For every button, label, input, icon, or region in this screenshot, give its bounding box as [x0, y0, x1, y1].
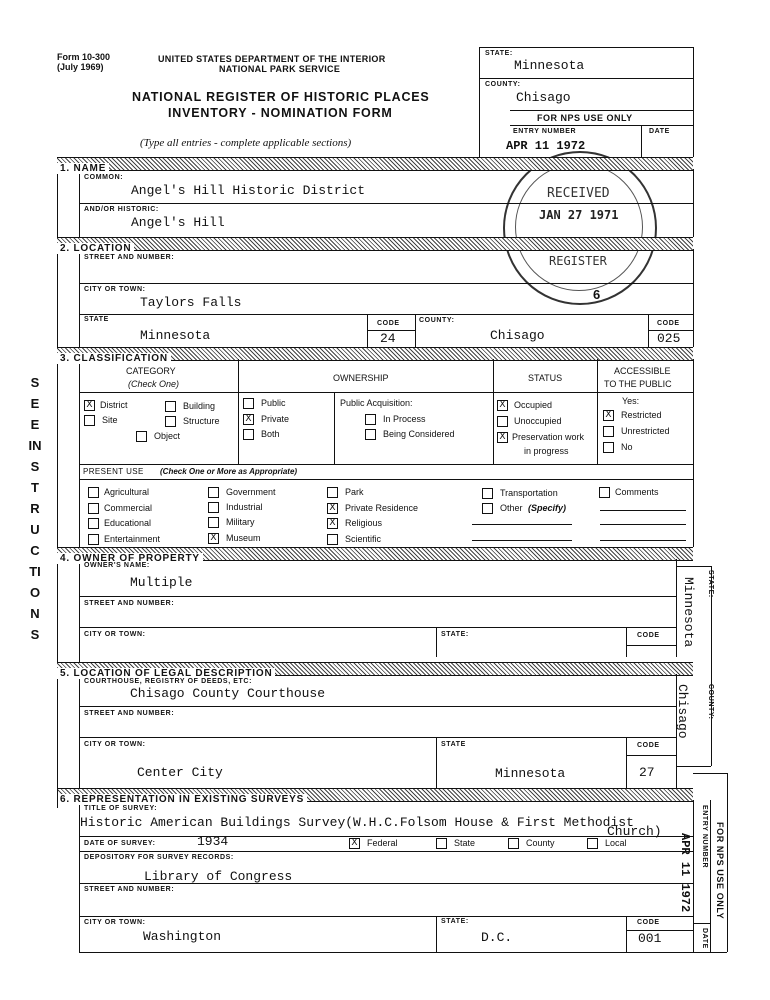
educational-checkbox[interactable]	[88, 518, 99, 529]
commercial-checkbox[interactable]	[88, 503, 99, 514]
depository-label: DEPOSITORY FOR SURVEY RECORDS:	[84, 854, 234, 861]
section-4-header	[57, 547, 693, 564]
survey-state-label: STATE:	[441, 918, 469, 925]
side-state-value	[680, 577, 698, 647]
section-2-title: 2. LOCATION	[57, 243, 134, 254]
stamp-date: JAN 27 1971	[539, 208, 619, 222]
comments-label: Comments	[615, 487, 659, 497]
no-checkbox[interactable]	[603, 442, 614, 453]
form-number: Form 10-300	[57, 52, 111, 62]
state-survey-checkbox[interactable]	[436, 838, 447, 849]
right-entry-number: ENTRY NUMBER	[701, 805, 708, 869]
building-label: Building	[183, 401, 216, 411]
object-label: Object	[154, 431, 181, 441]
stamp-received: RECEIVED	[547, 186, 610, 201]
location-city-value: Taylors Falls	[140, 295, 242, 310]
legal-code-label: CODE	[637, 742, 660, 749]
owner-street-label: STREET AND NUMBER:	[84, 600, 175, 607]
legal-state-value: Minnesota	[495, 766, 566, 781]
educational-label: Educational	[104, 518, 152, 528]
county-code-value: 025	[657, 331, 681, 346]
commercial-label: Commercial	[104, 503, 153, 513]
no-label: No	[621, 442, 633, 452]
side-county-text: Chisago	[675, 684, 690, 739]
section-4-title: 4. OWNER OF PROPERTY	[57, 553, 203, 564]
scientific-label: Scientific	[345, 534, 382, 544]
stamp-number: 6	[593, 287, 601, 302]
both-label: Both	[261, 429, 280, 439]
museum-checkbox[interactable]: X	[208, 533, 219, 544]
owner-code-label: CODE	[637, 632, 660, 639]
access-head-1: ACCESSIBLE	[614, 366, 671, 376]
received-stamp-inner-ring	[515, 163, 643, 291]
religious-label: Religious	[345, 518, 383, 528]
occupied-label: Occupied	[514, 400, 553, 410]
religious-checkbox[interactable]: X	[327, 518, 338, 529]
location-city-label: CITY OR TOWN:	[84, 286, 146, 293]
private-residence-checkbox[interactable]: X	[327, 503, 338, 514]
historic-name-label: AND/OR HISTORIC:	[84, 206, 159, 213]
local-survey-checkbox[interactable]	[587, 838, 598, 849]
courthouse-value: Chisago County Courthouse	[130, 686, 326, 701]
date-label: DATE	[649, 128, 670, 135]
header-state-label: STATE:	[485, 50, 513, 57]
other-label: Other	[500, 503, 523, 513]
form-subtitle: INVENTORY - NOMINATION FORM	[168, 106, 393, 120]
entertainment-label: Entertainment	[104, 534, 161, 544]
section-1-header	[57, 157, 693, 174]
legal-city-value: Center City	[137, 765, 223, 780]
structure-checkbox[interactable]	[165, 416, 176, 427]
preservation-checkbox[interactable]: X	[497, 432, 508, 443]
legal-state-label: STATE	[441, 741, 466, 748]
restricted-checkbox[interactable]: X	[603, 410, 614, 421]
right-entry-stamp: APR 11 1972	[678, 833, 692, 913]
being-considered-checkbox[interactable]	[365, 429, 376, 440]
legal-code-value: 27	[639, 765, 655, 780]
county-survey-label: County	[526, 838, 555, 848]
entry-date-stamp: APR 11 1972	[506, 139, 586, 153]
park-checkbox[interactable]	[327, 487, 338, 498]
survey-date-label: DATE OF SURVEY:	[84, 840, 156, 847]
survey-code-label: CODE	[637, 919, 660, 926]
section-2-header	[57, 237, 693, 254]
public-acquisition-label: Public Acquisition:	[340, 398, 413, 408]
owner-city-label: CITY OR TOWN:	[84, 631, 146, 638]
federal-checkbox[interactable]: X	[349, 838, 360, 849]
survey-title-value: Historic American Buildings Survey(W.H.C.Folsom House & First Methodist	[80, 815, 634, 830]
historic-name-value: Angel's Hill	[131, 215, 225, 230]
department-line: UNITED STATES DEPARTMENT OF THE INTERIOR	[158, 54, 386, 64]
unoccupied-checkbox[interactable]	[497, 416, 508, 427]
survey-street-label: STREET AND NUMBER:	[84, 886, 175, 893]
side-state-label: STATE:	[707, 570, 714, 598]
restricted-label: Restricted	[621, 410, 662, 420]
entry-number-label: ENTRY NUMBER	[513, 128, 577, 135]
owner-state-label: STATE:	[441, 631, 469, 638]
owner-name-label: OWNER'S NAME:	[84, 562, 150, 569]
industrial-checkbox[interactable]	[208, 502, 219, 513]
transportation-label: Transportation	[500, 488, 558, 498]
preservation-label-1: Preservation work	[512, 432, 585, 442]
government-checkbox[interactable]	[208, 487, 219, 498]
section-6-header	[57, 788, 693, 805]
side-state-text: Minnesota	[681, 577, 696, 648]
legal-street-label: STREET AND NUMBER:	[84, 710, 175, 717]
location-county-value: Chisago	[490, 328, 545, 343]
state-code-label: CODE	[377, 320, 400, 327]
access-yes-label: Yes:	[622, 396, 640, 406]
district-checkbox[interactable]: X	[84, 400, 95, 411]
section-1-title: 1. NAME	[57, 163, 109, 174]
transportation-checkbox[interactable]	[482, 488, 493, 499]
public-checkbox[interactable]	[243, 398, 254, 409]
comments-checkbox[interactable]	[599, 487, 610, 498]
military-checkbox[interactable]	[208, 517, 219, 528]
survey-state-value: D.C.	[481, 930, 513, 945]
public-label: Public	[261, 398, 286, 408]
stamp-register: REGISTER	[549, 254, 607, 268]
agricultural-checkbox[interactable]	[88, 487, 99, 498]
structure-label: Structure	[183, 416, 220, 426]
ownership-head: OWNERSHIP	[333, 373, 389, 383]
occupied-checkbox[interactable]: X	[497, 400, 508, 411]
survey-title-cont: Church)	[607, 824, 662, 839]
preservation-label-2: in progress	[524, 446, 569, 456]
unrestricted-label: Unrestricted	[621, 426, 670, 436]
state-survey-label: State	[454, 838, 476, 848]
see-instructions-side: SEE INSTRUCTIONS	[28, 375, 42, 642]
private-checkbox[interactable]: X	[243, 414, 254, 425]
other-checkbox[interactable]	[482, 503, 493, 514]
site-checkbox[interactable]	[84, 415, 95, 426]
status-head: STATUS	[528, 373, 563, 383]
private-label: Private	[261, 414, 290, 424]
federal-label: Federal	[367, 838, 398, 848]
section-6-title: 6. REPRESENTATION IN EXISTING SURVEYS	[57, 794, 307, 805]
form-title: NATIONAL REGISTER OF HISTORIC PLACES	[132, 90, 430, 104]
survey-date-value: 1934	[197, 834, 229, 849]
category-sub: (Check One)	[128, 379, 180, 389]
entertainment-checkbox[interactable]	[88, 534, 99, 545]
header-county-label: COUNTY:	[485, 81, 521, 88]
present-use-note: (Check One or More as Appropriate)	[160, 467, 298, 476]
location-state-value: Minnesota	[140, 328, 211, 343]
state-code-value: 24	[380, 331, 396, 346]
form-date: (July 1969)	[57, 62, 104, 72]
nps-use-label: FOR NPS USE ONLY	[537, 113, 633, 123]
survey-city-value: Washington	[143, 929, 222, 944]
right-nps-use: FOR NPS USE ONLY	[715, 822, 725, 920]
location-state-label: STATE	[84, 316, 109, 323]
in-process-checkbox[interactable]	[365, 414, 376, 425]
right-date: DATE	[701, 928, 708, 949]
present-use-label: PRESENT USE	[83, 467, 144, 476]
header-county-value: Chisago	[516, 90, 571, 105]
local-survey-label: Local	[605, 838, 627, 848]
section-5-header	[57, 662, 693, 679]
building-checkbox[interactable]	[165, 401, 176, 412]
common-name-value: Angel's Hill Historic District	[131, 183, 366, 198]
section-5-title: 5. LOCATION OF LEGAL DESCRIPTION	[57, 668, 275, 679]
common-name-label: COMMON:	[84, 174, 124, 181]
both-checkbox[interactable]	[243, 429, 254, 440]
scientific-checkbox[interactable]	[327, 534, 338, 545]
survey-city-label: CITY OR TOWN:	[84, 919, 146, 926]
survey-code-value: 001	[638, 931, 662, 946]
location-street-label: STREET AND NUMBER:	[84, 254, 175, 261]
category-head: CATEGORY	[126, 366, 176, 376]
park-label: Park	[345, 487, 364, 497]
other-specify-label: (Specify)	[528, 503, 567, 513]
in-process-label: In Process	[383, 414, 426, 424]
header-state-value: Minnesota	[514, 58, 585, 73]
being-considered-label: Being Considered	[383, 429, 455, 439]
museum-label: Museum	[226, 533, 261, 543]
government-label: Government	[226, 487, 276, 497]
survey-title-label: TITLE OF SURVEY:	[84, 805, 158, 812]
depository-value: Library of Congress	[144, 869, 293, 884]
location-county-label: COUNTY:	[419, 317, 455, 324]
unrestricted-checkbox[interactable]	[603, 426, 614, 437]
industrial-label: Industrial	[226, 502, 263, 512]
courthouse-label: COURTHOUSE, REGISTRY OF DEEDS, ETC:	[84, 678, 253, 685]
agency-line: NATIONAL PARK SERVICE	[219, 64, 341, 74]
county-survey-checkbox[interactable]	[508, 838, 519, 849]
section-3-title: 3. CLASSIFICATION	[57, 353, 171, 364]
object-checkbox[interactable]	[136, 431, 147, 442]
form-instructions: (Type all entries - complete applicable sections)	[140, 137, 352, 149]
access-head-2: TO THE PUBLIC	[604, 379, 672, 389]
unoccupied-label: Unoccupied	[514, 416, 562, 426]
site-label: Site	[102, 415, 118, 425]
private-residence-label: Private Residence	[345, 503, 419, 513]
county-code-label: CODE	[657, 320, 680, 327]
side-county-label: COUNTY:	[707, 684, 714, 720]
owner-name-value: Multiple	[130, 575, 193, 590]
legal-city-label: CITY OR TOWN:	[84, 741, 146, 748]
district-label: District	[100, 400, 128, 410]
agricultural-label: Agricultural	[104, 487, 150, 497]
military-label: Military	[226, 517, 255, 527]
